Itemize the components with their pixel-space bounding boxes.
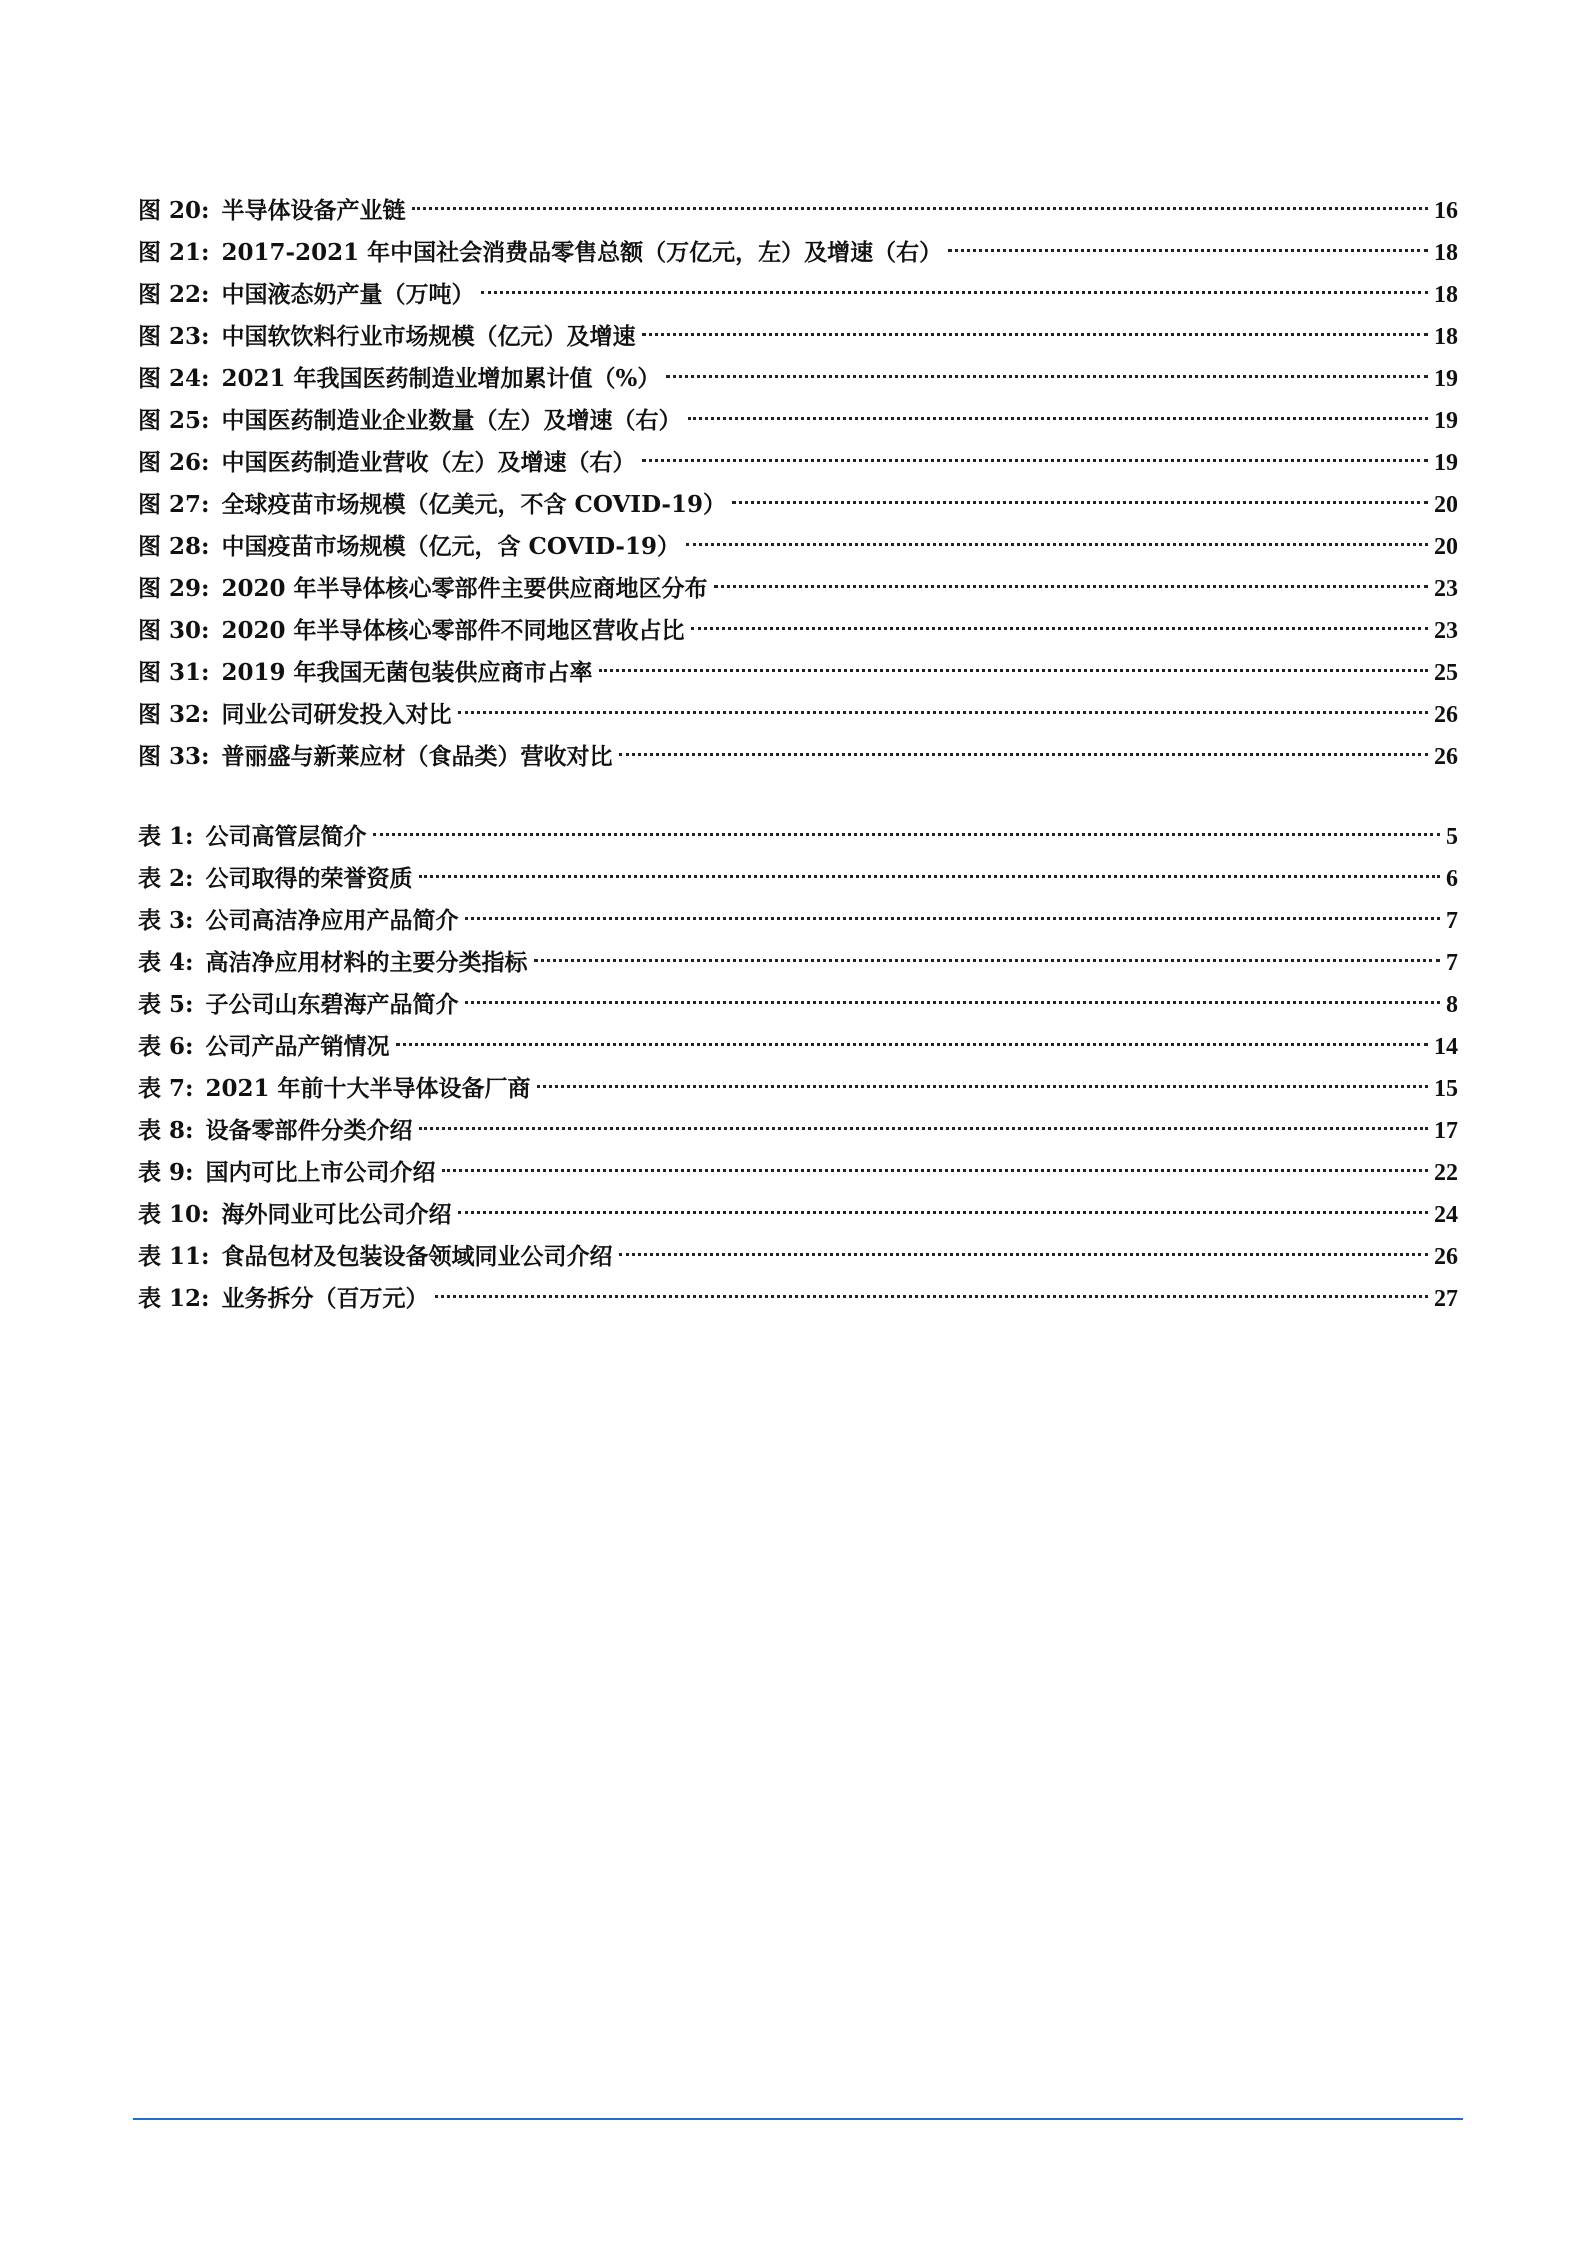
page-number: 26 bbox=[1434, 1244, 1458, 1270]
page-number: 26 bbox=[1434, 702, 1458, 728]
page-number: 20 bbox=[1434, 534, 1458, 560]
table-number: 表 9: bbox=[138, 1159, 194, 1186]
figure-toc-entry[interactable] bbox=[138, 358, 1458, 400]
dot-leader bbox=[732, 501, 1428, 504]
page-number: 19 bbox=[1434, 408, 1458, 434]
figure-list bbox=[138, 190, 1458, 778]
figure-toc-entry[interactable] bbox=[138, 610, 1458, 652]
page-number: 16 bbox=[1434, 198, 1458, 224]
page-number: 14 bbox=[1434, 1034, 1458, 1060]
dot-leader bbox=[465, 917, 1440, 920]
page-number: 19 bbox=[1434, 366, 1458, 392]
figure-title: 2020 年半导体核心零部件主要供应商地区分布 bbox=[221, 575, 708, 602]
footer-rule bbox=[133, 2118, 1463, 2120]
table-number: 表 11: bbox=[138, 1243, 210, 1270]
figure-toc-entry[interactable] bbox=[138, 442, 1458, 484]
page-number: 23 bbox=[1434, 576, 1458, 602]
figure-toc-entry[interactable] bbox=[138, 274, 1458, 316]
page-number: 26 bbox=[1434, 744, 1458, 770]
page-number: 25 bbox=[1434, 660, 1458, 686]
figure-toc-entry[interactable] bbox=[138, 316, 1458, 358]
dot-leader bbox=[465, 1001, 1440, 1004]
figure-number: 图 21: bbox=[138, 239, 210, 266]
table-title: 业务拆分（百万元） bbox=[221, 1285, 429, 1312]
page-number: 24 bbox=[1434, 1202, 1458, 1228]
table-toc-entry[interactable] bbox=[138, 984, 1458, 1026]
figure-toc-entry[interactable] bbox=[138, 484, 1458, 526]
figure-number: 图 30: bbox=[138, 617, 210, 644]
figure-title: 普丽盛与新莱应材（食品类）营收对比 bbox=[221, 743, 613, 770]
page-number: 22 bbox=[1434, 1160, 1458, 1186]
figure-toc-entry[interactable] bbox=[138, 400, 1458, 442]
figure-number: 图 33: bbox=[138, 743, 210, 770]
dot-leader bbox=[534, 959, 1440, 962]
dot-leader bbox=[373, 833, 1440, 836]
table-toc-entry[interactable] bbox=[138, 1110, 1458, 1152]
table-number: 表 10: bbox=[138, 1201, 210, 1228]
figure-toc-entry[interactable] bbox=[138, 568, 1458, 610]
figure-toc-entry[interactable] bbox=[138, 694, 1458, 736]
table-toc-entry[interactable] bbox=[138, 858, 1458, 900]
figure-number: 图 24: bbox=[138, 365, 210, 392]
dot-leader bbox=[686, 543, 1428, 546]
figure-title: 2019 年我国无菌包装供应商市占率 bbox=[221, 659, 593, 686]
figure-title: 中国疫苗市场规模（亿元，含 COVID-19） bbox=[221, 533, 680, 560]
page-number: 5 bbox=[1446, 824, 1458, 850]
figure-number: 图 22: bbox=[138, 281, 210, 308]
table-toc-entry[interactable] bbox=[138, 1278, 1458, 1320]
figure-title: 中国软饮料行业市场规模（亿元）及增速 bbox=[221, 323, 636, 350]
page-number: 27 bbox=[1434, 1286, 1458, 1312]
figure-title: 中国液态奶产量（万吨） bbox=[221, 281, 475, 308]
table-number: 表 4: bbox=[138, 949, 194, 976]
figure-title: 2017-2021 年中国社会消费品零售总额（万亿元，左）及增速（右） bbox=[221, 239, 943, 266]
figure-toc-entry[interactable] bbox=[138, 652, 1458, 694]
page-number: 15 bbox=[1434, 1076, 1458, 1102]
figure-number: 图 31: bbox=[138, 659, 210, 686]
figure-title: 半导体设备产业链 bbox=[221, 197, 406, 224]
figure-toc-entry[interactable] bbox=[138, 526, 1458, 568]
table-toc-entry[interactable] bbox=[138, 1194, 1458, 1236]
page-number: 20 bbox=[1434, 492, 1458, 518]
table-toc-entry[interactable] bbox=[138, 942, 1458, 984]
page-number: 7 bbox=[1446, 950, 1458, 976]
figure-title: 全球疫苗市场规模（亿美元，不含 COVID-19） bbox=[221, 491, 726, 518]
page-number: 19 bbox=[1434, 450, 1458, 476]
dot-leader bbox=[419, 1127, 1428, 1130]
table-title: 高洁净应用材料的主要分类指标 bbox=[205, 949, 528, 976]
table-number: 表 6: bbox=[138, 1033, 194, 1060]
table-number: 表 1: bbox=[138, 823, 194, 850]
figure-number: 图 28: bbox=[138, 533, 210, 560]
figure-number: 图 20: bbox=[138, 197, 210, 224]
dot-leader bbox=[642, 333, 1428, 336]
table-title: 设备零部件分类介绍 bbox=[205, 1117, 413, 1144]
figure-title: 中国医药制造业企业数量（左）及增速（右） bbox=[221, 407, 682, 434]
table-number: 表 5: bbox=[138, 991, 194, 1018]
table-toc-entry[interactable] bbox=[138, 1152, 1458, 1194]
dot-leader bbox=[458, 711, 1428, 714]
dot-leader bbox=[688, 417, 1428, 420]
figure-toc-entry[interactable] bbox=[138, 190, 1458, 232]
table-title: 食品包材及包装设备领域同业公司介绍 bbox=[221, 1243, 613, 1270]
figure-number: 图 25: bbox=[138, 407, 210, 434]
dot-leader bbox=[691, 627, 1428, 630]
dot-leader bbox=[537, 1085, 1428, 1088]
page-number: 18 bbox=[1434, 324, 1458, 350]
figure-number: 图 32: bbox=[138, 701, 210, 728]
dot-leader bbox=[442, 1169, 1428, 1172]
table-title: 公司取得的荣誉资质 bbox=[205, 865, 413, 892]
table-toc-entry[interactable] bbox=[138, 1236, 1458, 1278]
table-title: 公司高管层简介 bbox=[205, 823, 367, 850]
page-number: 23 bbox=[1434, 618, 1458, 644]
dot-leader bbox=[666, 375, 1428, 378]
dot-leader bbox=[619, 753, 1428, 756]
figure-number: 图 27: bbox=[138, 491, 210, 518]
table-toc-entry[interactable] bbox=[138, 1026, 1458, 1068]
dot-leader bbox=[714, 585, 1428, 588]
table-list bbox=[138, 816, 1458, 1320]
table-title: 子公司山东碧海产品简介 bbox=[205, 991, 459, 1018]
table-number: 表 12: bbox=[138, 1285, 210, 1312]
table-number: 表 8: bbox=[138, 1117, 194, 1144]
figure-title: 2020 年半导体核心零部件不同地区营收占比 bbox=[221, 617, 685, 644]
dot-leader bbox=[412, 207, 1428, 210]
figure-number: 图 23: bbox=[138, 323, 210, 350]
dot-leader bbox=[435, 1295, 1428, 1298]
page-number: 17 bbox=[1434, 1118, 1458, 1144]
dot-leader bbox=[481, 291, 1428, 294]
table-title: 公司产品产销情况 bbox=[205, 1033, 390, 1060]
table-title: 海外同业可比公司介绍 bbox=[221, 1201, 452, 1228]
table-title: 国内可比上市公司介绍 bbox=[205, 1159, 436, 1186]
dot-leader bbox=[396, 1043, 1428, 1046]
table-toc-entry[interactable] bbox=[138, 1068, 1458, 1110]
page-number: 6 bbox=[1446, 866, 1458, 892]
page-number: 18 bbox=[1434, 282, 1458, 308]
figure-title: 同业公司研发投入对比 bbox=[221, 701, 452, 728]
dot-leader bbox=[619, 1253, 1428, 1256]
figure-title: 中国医药制造业营收（左）及增速（右） bbox=[221, 449, 636, 476]
figure-number: 图 26: bbox=[138, 449, 210, 476]
dot-leader bbox=[642, 459, 1428, 462]
figure-number: 图 29: bbox=[138, 575, 210, 602]
page-number: 7 bbox=[1446, 908, 1458, 934]
table-title: 2021 年前十大半导体设备厂商 bbox=[205, 1075, 531, 1102]
table-toc-entry[interactable] bbox=[138, 900, 1458, 942]
page-number: 18 bbox=[1434, 240, 1458, 266]
page-number: 8 bbox=[1446, 992, 1458, 1018]
dot-leader bbox=[458, 1211, 1428, 1214]
table-toc-entry[interactable] bbox=[138, 816, 1458, 858]
table-number: 表 2: bbox=[138, 865, 194, 892]
figure-toc-entry[interactable] bbox=[138, 232, 1458, 274]
figure-toc-entry[interactable] bbox=[138, 736, 1458, 778]
figure-title: 2021 年我国医药制造业增加累计值（%） bbox=[221, 365, 661, 392]
table-title: 公司高洁净应用产品简介 bbox=[205, 907, 459, 934]
table-number: 表 3: bbox=[138, 907, 194, 934]
dot-leader bbox=[599, 669, 1428, 672]
dot-leader bbox=[419, 875, 1440, 878]
table-number: 表 7: bbox=[138, 1075, 194, 1102]
dot-leader bbox=[948, 249, 1428, 252]
